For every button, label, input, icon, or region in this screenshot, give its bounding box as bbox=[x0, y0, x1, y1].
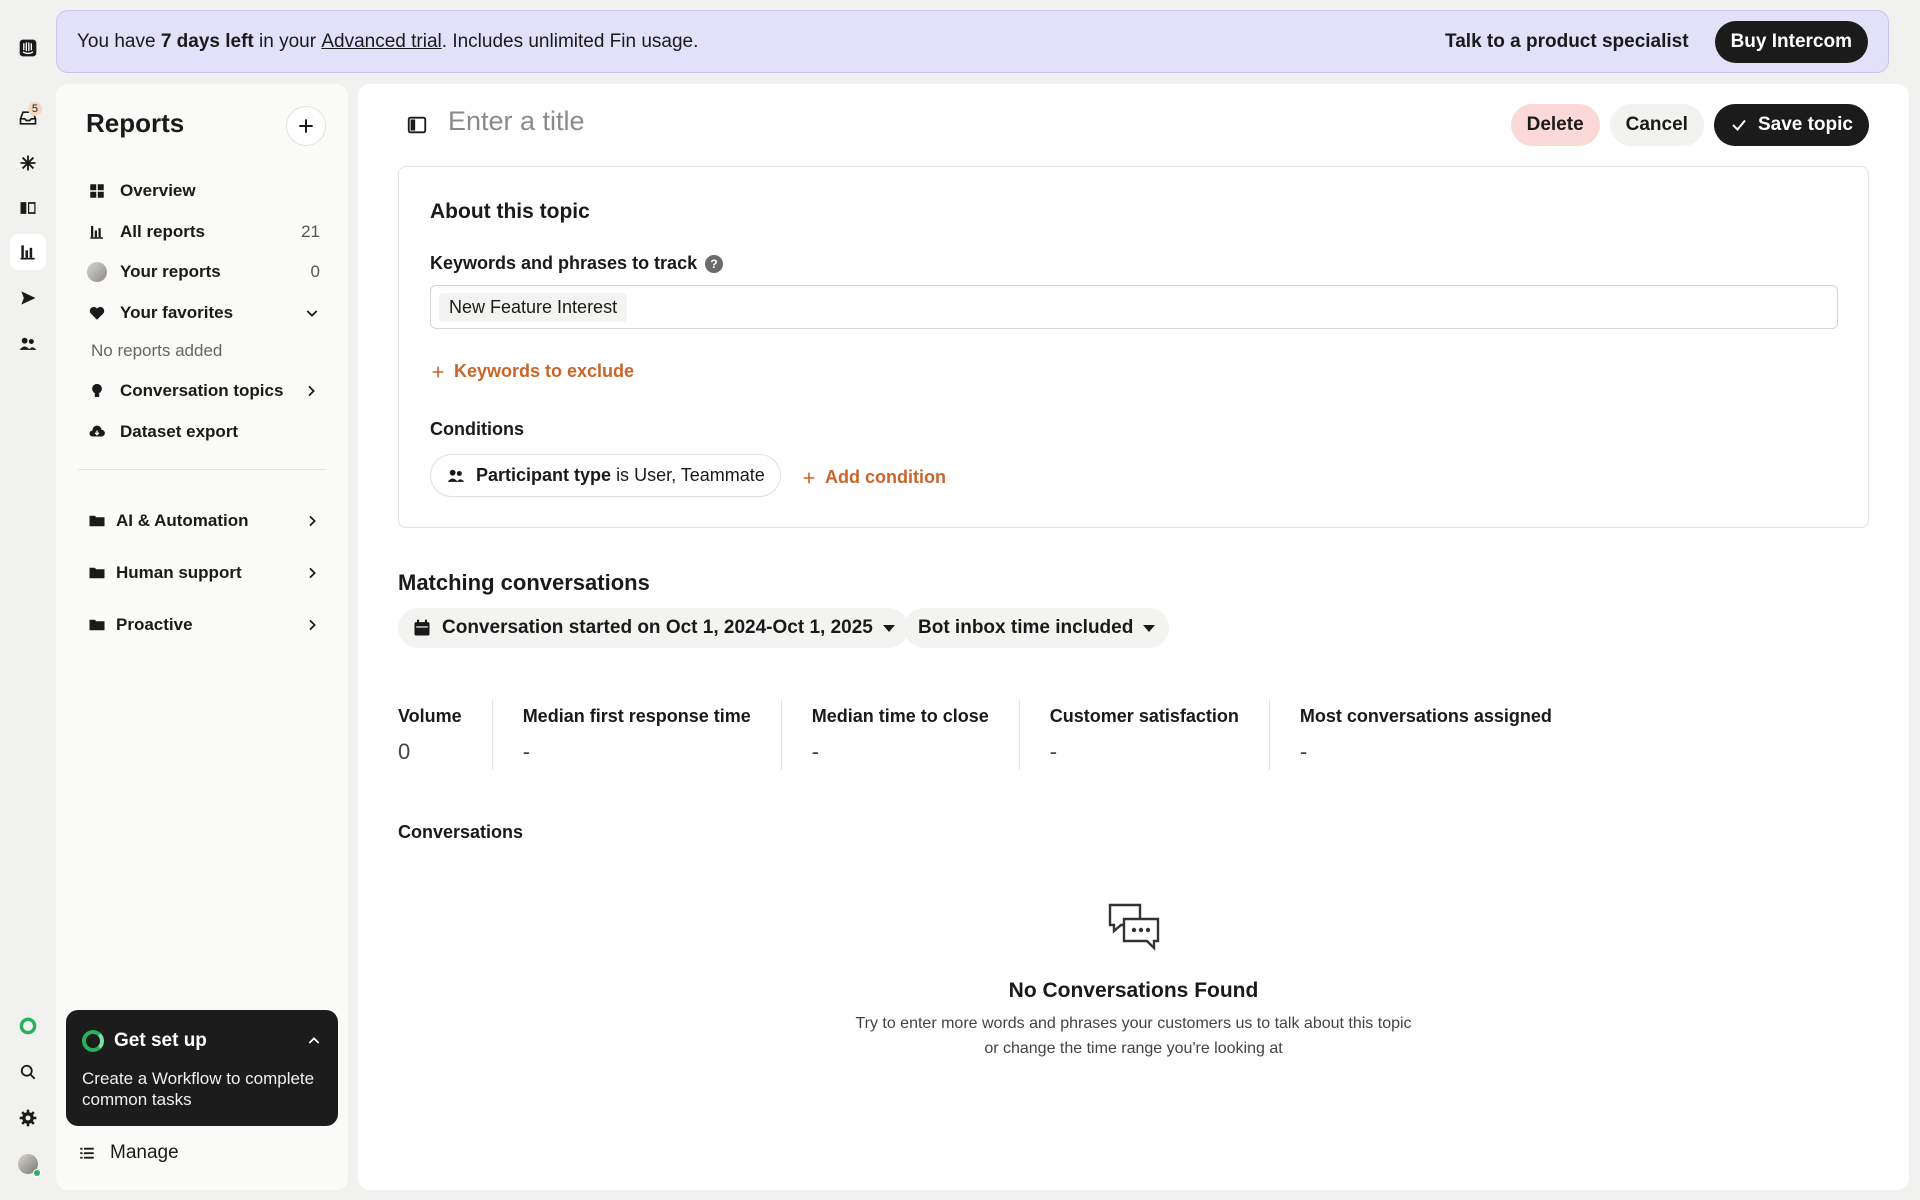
empty-title: No Conversations Found bbox=[1008, 979, 1259, 1002]
empty-state bbox=[358, 900, 1909, 1061]
bar-chart-icon bbox=[86, 221, 108, 243]
about-topic-title: About this topic bbox=[430, 200, 590, 223]
chevron-down-icon[interactable] bbox=[304, 305, 320, 321]
conditions-label: Conditions bbox=[430, 419, 524, 439]
sidebar-item-your-favorites[interactable] bbox=[86, 298, 320, 328]
metric-value: - bbox=[811, 739, 820, 764]
sidebar-item-label: All reports bbox=[120, 222, 206, 241]
chevron-right-icon bbox=[304, 513, 320, 529]
inbox-icon[interactable] bbox=[10, 100, 46, 136]
date-range-filter[interactable] bbox=[398, 608, 909, 648]
fin-ai-icon[interactable] bbox=[10, 145, 46, 181]
sidebar-item-label: Your favorites bbox=[120, 303, 234, 322]
folder-label: AI & Automation bbox=[116, 511, 249, 530]
grid-icon bbox=[86, 180, 108, 202]
intercom-logo-icon[interactable] bbox=[10, 30, 46, 66]
topic-editor bbox=[358, 84, 1909, 1190]
condition-chip[interactable] bbox=[430, 454, 781, 497]
contacts-icon[interactable] bbox=[10, 326, 46, 362]
calendar-icon bbox=[412, 618, 432, 638]
delete-button[interactable]: Delete bbox=[1511, 104, 1600, 146]
user-avatar[interactable] bbox=[10, 1146, 46, 1182]
metric-value: - bbox=[1049, 739, 1058, 764]
add-condition-link[interactable] bbox=[801, 467, 946, 488]
get-set-up-card[interactable] bbox=[66, 1010, 338, 1126]
about-topic-card bbox=[398, 166, 1869, 528]
sidebar-item-your-reports[interactable] bbox=[86, 257, 320, 287]
banner-text-pre: You have bbox=[77, 30, 161, 52]
empty-subtitle-line2: or change the time range you're looking at bbox=[984, 1040, 1283, 1057]
banner-text-post: . Includes unlimited Fin usage. bbox=[441, 30, 699, 52]
folder-icon bbox=[86, 510, 108, 532]
help-question-icon[interactable]: ? bbox=[705, 255, 723, 273]
manage-label: Manage bbox=[110, 1142, 179, 1163]
setup-text: Create a Workflow to complete common tasks bbox=[82, 1069, 315, 1109]
all-reports-count: 21 bbox=[301, 222, 320, 241]
search-icon[interactable] bbox=[10, 1054, 46, 1090]
metric-customer-satisfaction bbox=[1050, 700, 1270, 770]
sidebar-item-conversation-topics[interactable] bbox=[86, 376, 320, 406]
keywords-to-exclude-link[interactable] bbox=[430, 361, 634, 382]
buy-intercom-button[interactable]: Buy Intercom bbox=[1715, 21, 1868, 63]
inbox-count-badge: 5 bbox=[28, 102, 42, 116]
no-reports-text: No reports added bbox=[91, 341, 223, 360]
plus-icon bbox=[801, 470, 817, 486]
metric-value: - bbox=[522, 739, 531, 764]
lightbulb-icon bbox=[86, 380, 108, 402]
conversations-title: Conversations bbox=[398, 822, 524, 842]
banner-text-mid: in your bbox=[253, 30, 322, 52]
condition-key: Participant type bbox=[476, 465, 612, 485]
condition-value: User, Teammate bbox=[634, 465, 765, 485]
sidebar-item-all-reports[interactable] bbox=[86, 217, 320, 247]
folder-proactive[interactable] bbox=[86, 610, 320, 640]
sidebar-item-dataset-export[interactable] bbox=[86, 417, 320, 447]
chevron-right-icon bbox=[303, 383, 319, 399]
empty-subtitle-line1: Try to enter more words and phrases your customers us to talk about this topic bbox=[855, 1015, 1412, 1032]
sidebar-item-label: Dataset export bbox=[120, 422, 239, 441]
sidebar-item-label: Overview bbox=[120, 181, 196, 200]
keywords-input[interactable] bbox=[430, 285, 1838, 329]
reports-sidebar bbox=[56, 84, 348, 1190]
metric-value: - bbox=[1299, 739, 1308, 764]
metric-label: Most conversations assigned bbox=[1299, 706, 1552, 726]
keyword-chip[interactable]: New Feature Interest bbox=[439, 293, 627, 322]
topic-title-input[interactable]: Enter a title bbox=[448, 106, 585, 136]
cloud-download-icon bbox=[86, 421, 108, 443]
metric-label: Median time to close bbox=[811, 706, 989, 726]
chevron-up-icon[interactable] bbox=[306, 1033, 322, 1049]
setup-progress-icon[interactable] bbox=[10, 1008, 46, 1044]
manage-button[interactable] bbox=[76, 1142, 179, 1164]
metric-volume bbox=[398, 700, 493, 770]
metric-most-assigned bbox=[1300, 700, 1582, 770]
metric-value: 0 bbox=[398, 739, 411, 764]
heart-icon bbox=[86, 302, 108, 324]
metric-median-first-response bbox=[523, 700, 782, 770]
add-condition-label: Add condition bbox=[825, 467, 946, 487]
cancel-button[interactable]: Cancel bbox=[1610, 104, 1704, 146]
talk-to-specialist-link[interactable]: Talk to a product specialist bbox=[1445, 30, 1689, 52]
list-icon bbox=[76, 1142, 98, 1164]
condition-operator: is bbox=[616, 465, 630, 485]
trial-banner bbox=[56, 10, 1889, 73]
keywords-label: Keywords and phrases to track bbox=[430, 253, 698, 273]
matching-conversations-title: Matching conversations bbox=[398, 570, 650, 595]
chevron-right-icon bbox=[304, 565, 320, 581]
metric-label: Volume bbox=[398, 706, 462, 726]
plus-icon bbox=[430, 364, 446, 380]
bot-inbox-time-filter[interactable] bbox=[904, 608, 1169, 648]
date-range-label: Conversation started on Oct 1, 2024-Oct 1, 2025 bbox=[442, 617, 873, 638]
caret-down-icon bbox=[883, 625, 895, 632]
your-reports-count: 0 bbox=[310, 262, 320, 281]
sidebar-divider bbox=[78, 469, 326, 470]
folder-label: Human support bbox=[116, 563, 242, 582]
avatar bbox=[86, 261, 108, 283]
add-report-button[interactable] bbox=[286, 106, 326, 146]
chat-bubbles-icon bbox=[1107, 900, 1161, 954]
chevron-right-icon bbox=[304, 617, 320, 633]
folder-ai-automation[interactable] bbox=[86, 506, 320, 536]
progress-ring-icon bbox=[82, 1030, 104, 1052]
metric-label: Customer satisfaction bbox=[1049, 706, 1239, 726]
metric-median-time-to-close bbox=[812, 700, 1020, 770]
folder-label: Proactive bbox=[116, 615, 193, 634]
checkmark-icon bbox=[1730, 116, 1748, 134]
save-topic-label: Save topic bbox=[1757, 114, 1853, 135]
sidebar-item-label: Conversation topics bbox=[120, 381, 284, 400]
metric-label: Median first response time bbox=[522, 706, 751, 726]
folder-icon bbox=[86, 562, 108, 584]
sidebar-toggle-icon[interactable] bbox=[406, 114, 428, 136]
metrics-row bbox=[398, 700, 1612, 770]
bot-inbox-label: Bot inbox time included bbox=[918, 617, 1134, 638]
knowledge-book-icon[interactable] bbox=[10, 190, 46, 226]
sidebar-item-overview[interactable] bbox=[86, 176, 320, 206]
folder-icon bbox=[86, 614, 108, 636]
plus-icon bbox=[296, 116, 316, 136]
reports-icon[interactable] bbox=[10, 234, 46, 270]
app-rail bbox=[0, 0, 55, 1200]
banner-days-left: 7 days left bbox=[160, 30, 254, 52]
outbound-send-icon[interactable] bbox=[10, 280, 46, 316]
sidebar-title: Reports bbox=[86, 108, 185, 138]
setup-title: Get set up bbox=[114, 1030, 207, 1051]
advanced-trial-link[interactable]: Advanced trial bbox=[321, 30, 442, 52]
save-topic-button[interactable] bbox=[1714, 104, 1869, 146]
people-icon bbox=[446, 466, 466, 486]
exclude-label: Keywords to exclude bbox=[454, 361, 635, 381]
sidebar-item-label: Your reports bbox=[120, 262, 221, 281]
settings-gear-icon[interactable] bbox=[10, 1100, 46, 1136]
caret-down-icon bbox=[1143, 625, 1155, 632]
folder-human-support[interactable] bbox=[86, 558, 320, 588]
